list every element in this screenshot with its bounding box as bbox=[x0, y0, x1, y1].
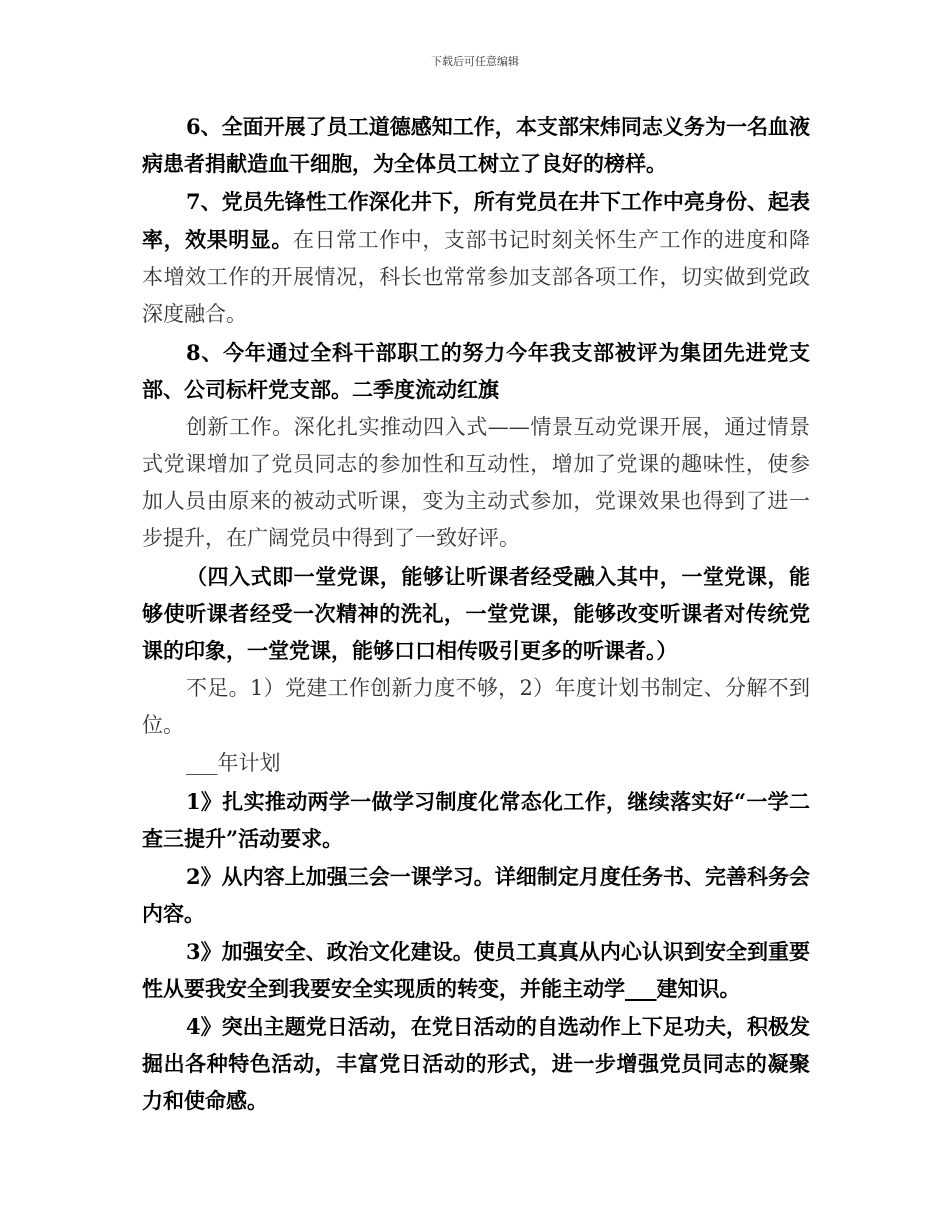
plan-item-3: 3》加强安全、政治文化建设。使员工真真从内心认识到安全到重要性从要我安全到我要安全实现质的转变，并能主动学___建知识。 bbox=[142, 939, 810, 1001]
paragraph-innovation: 创新工作。深化扎实推动四入式——情景互动党课开展，通过情景式党课增加了党员同志的参加性和互动性，增加了党课的趣味性，使参加人员由原来的被动式听课，变为主动式参加，党课效果也得到了进一步提升，在广阔党员中得到了一致好评。 bbox=[142, 415, 810, 550]
paragraph-four-entry-note: （四入式即一堂党课，能够让听课者经受融入其中，一堂党课，能够使听课者经受一次精神的洗礼，一堂党课，能够改变听课者对传统党课的印象，一堂党课，能够口口相传吸引更多的听课者。） bbox=[142, 564, 810, 663]
plan-title: ___年计划 bbox=[186, 751, 281, 775]
paragraph-shortcomings: 不足。1）党建工作创新力度不够，2）年度计划书制定、分解不到位。 bbox=[142, 676, 810, 737]
plan-item-4: 4》突出主题党日活动，在党日活动的自选动作上下足功夫，积极发掘出各种特色活动，丰富党日活动的形式，进一步增强党员同志的凝聚力和使命感。 bbox=[142, 1014, 810, 1113]
header-note: 下载后可任意编辑 bbox=[431, 55, 519, 68]
plan-item-1: 1》扎实推动两学一做学习制度化常态化工作，继续落实好“一学二查三提升”活动要求。 bbox=[142, 789, 810, 851]
paragraph-item-7-normal: 在日常工作中，支部书记时刻关怀生产工作的进度和降本增效工作的开展情况，科长也常常参加支部各项工作，切实做到党政深度融合。 bbox=[142, 228, 810, 326]
paragraph-item-6: 6、全面开展了员工道德感知工作，本支部宋炜同志义务为一名血液病患者捐献造血干细胞，为全体员工树立了良好的榜样。 bbox=[142, 114, 810, 176]
document-body bbox=[142, 108, 810, 1119]
paragraph-item-8: 8、今年通过全科干部职工的努力今年我支部被评为集团先进党支部、公司标杆党支部。二季度流动红旗 bbox=[142, 340, 810, 402]
paragraph-item-7 bbox=[142, 183, 810, 333]
paragraph-item-7-bold: 7、党员先锋性工作深化井下，所有党员在井下工作中亮身份、起表率，效果明显。 bbox=[142, 189, 810, 252]
plan-item-2: 2》从内容上加强三会一课学习。详细制定月度任务书、完善科务会内容。 bbox=[142, 864, 810, 926]
